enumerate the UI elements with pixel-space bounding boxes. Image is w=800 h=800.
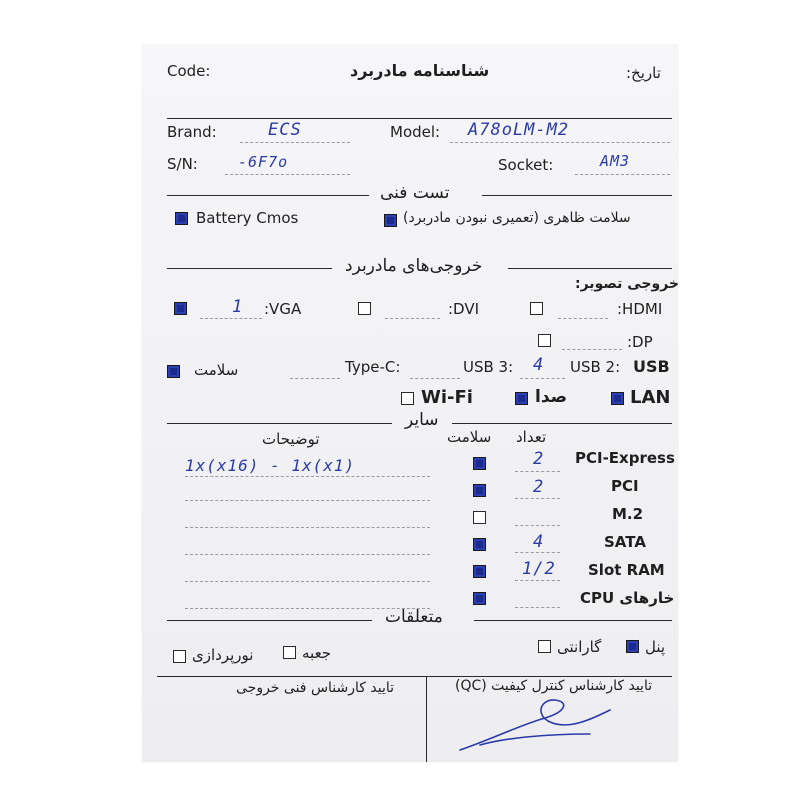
pci-count-line [515,498,560,499]
battery-checkbox[interactable] [175,212,188,225]
tech-divider-left [167,195,369,196]
cpu-pins-count-line [515,607,560,608]
model-label: Model: [390,123,441,141]
lighting-checkbox[interactable] [173,650,186,663]
form-title: شناسنامه مادربرد [350,61,490,80]
notes-dotline [185,500,430,501]
dvi-checkbox[interactable] [358,302,371,315]
sound-checkbox[interactable] [515,392,528,405]
cpu-pins-label: خارهای CPU [580,589,675,607]
qc-approval-label: تایید کارشناس کنترل کیفیت (QC) [455,678,653,694]
pci-count: 2 [533,477,545,497]
notes-dotline [185,581,430,582]
notes-dotline [185,527,430,528]
dvi-dotline [385,318,440,319]
usb2-dotline [520,378,565,379]
usb-health-label: سلامت [194,361,239,379]
socket-value: AM3 [600,152,631,170]
outputs-title: خروجی‌های مادربرد [345,256,483,276]
vga-count: 1 [232,297,244,317]
battery-label: Battery Cmos [196,209,299,227]
cpu-pins-checkbox[interactable] [473,592,486,605]
wifi-checkbox[interactable] [401,392,414,405]
hdmi-checkbox[interactable] [530,302,543,315]
header-divider [167,118,672,119]
hdmi-dotline [558,318,608,319]
outputs-divider-right [508,268,672,269]
tech-test-title: تست فنی [380,183,450,203]
vga-label: :VGA [264,300,302,318]
usb3-label: USB 3: [463,358,514,376]
usb2-label: USB 2: [570,358,621,376]
notes-dotline [185,476,430,477]
typec-dotline [290,378,340,379]
usb-label: USB [633,357,670,376]
m2-checkbox[interactable] [473,511,486,524]
video-output-label: خروجی تصویر: [575,276,680,292]
sn-value: -6F7o [238,153,289,171]
usb3-dotline [410,378,460,379]
pcie-checkbox[interactable] [473,457,486,470]
usb-health-checkbox[interactable] [167,365,180,378]
accessories-divider-right [474,620,672,621]
model-dotline [450,142,670,143]
m2-count-line [515,525,560,526]
dp-checkbox[interactable] [538,334,551,347]
hdmi-label: :HDMI [617,300,663,318]
sn-dotline [225,174,350,175]
sata-label: SATA [604,533,646,551]
ram-checkbox[interactable] [473,565,486,578]
code-label: Code: [167,62,211,80]
sata-count-line [515,552,560,553]
date-label: تاریخ: [626,64,661,82]
brand-dotline [240,142,350,143]
brand-value: ECS [268,120,302,140]
accessories-title: متعلقات [385,607,443,627]
signature-column-divider [426,676,427,762]
tech-approval-label: تایید کارشناس فنی خروجی [236,680,395,696]
typec-label: Type-C: [345,358,401,376]
wifi-label: Wi-Fi [421,387,473,408]
sata-count: 4 [533,532,545,552]
notes-header: توضیحات [262,430,320,448]
ram-label: Slot RAM [588,561,665,579]
outputs-divider-left [167,268,332,269]
warranty-checkbox[interactable] [538,640,551,653]
vga-checkbox[interactable] [174,302,187,315]
ram-count-line [515,580,560,581]
accessories-divider-left [167,620,372,621]
dvi-label: :DVI [448,300,480,318]
sn-label: S/N: [167,155,198,173]
notes-dotline [185,554,430,555]
ram-count: 1/2 [522,559,556,579]
box-checkbox[interactable] [283,646,296,659]
vga-dotline [200,318,262,319]
other-divider-left [167,423,392,424]
lan-checkbox[interactable] [611,392,624,405]
tech-divider-right [482,195,672,196]
dp-label: :DP [627,333,653,351]
pci-checkbox[interactable] [473,484,486,497]
qc-signature [450,690,630,760]
pcie-count-line [515,471,560,472]
health-column-header: سلامت [447,428,492,446]
appearance-label: سلامت ظاهری (تعمیری نبودن مادربرد) [403,210,631,226]
usb2-count: 4 [533,355,545,375]
lighting-label: نورپردازی [192,646,254,664]
m2-label: M.2 [612,505,644,523]
panel-checkbox[interactable] [626,640,639,653]
sound-label: صدا [535,387,568,407]
model-value: A78oLM-M2 [468,120,570,140]
warranty-label: گارانتی [557,638,602,656]
pcie-label: PCI-Express [575,449,675,467]
box-label: جعبه [302,644,332,662]
socket-label: Socket: [498,156,554,174]
other-title: سایر [405,410,439,430]
brand-label: Brand: [167,123,217,141]
lan-label: LAN [630,387,671,408]
sata-checkbox[interactable] [473,538,486,551]
dp-dotline [562,349,622,350]
signature-divider [157,676,672,677]
pcie-count: 2 [533,449,545,469]
appearance-checkbox[interactable] [384,214,397,227]
panel-label: پنل [645,638,666,656]
other-divider-right [452,423,672,424]
pci-label: PCI [611,477,639,495]
notes-value: 1x(x16) - 1x(x1) [185,456,356,475]
socket-dotline [575,174,670,175]
count-column-header: تعداد [516,428,547,446]
